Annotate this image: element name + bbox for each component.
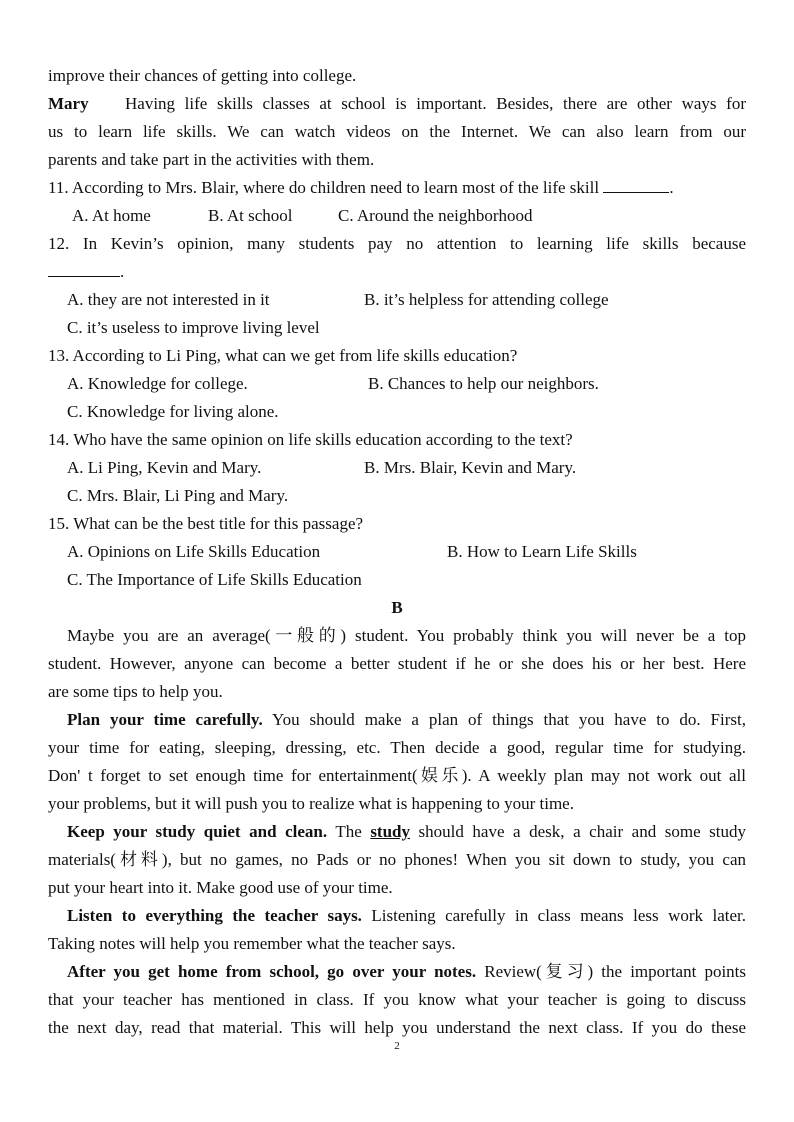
tip-title: Plan your time carefully.: [67, 710, 263, 729]
tip-4-line-3: the next day, read that material. This will help you understand the next class. If you do these: [48, 1018, 746, 1037]
tip-2-line-3: put your heart into it. Make good use of your time.: [48, 878, 393, 897]
speaker-name: Mary: [48, 94, 89, 113]
question-11-stem: 11. According to Mrs. Blair, where do children need to learn most of the life skill .: [48, 174, 746, 202]
question-11-options: [48, 202, 746, 230]
question-12-options-row-2: [48, 314, 746, 342]
question-12-blank-line: .: [48, 258, 746, 286]
intro-line-3: are some tips to help you.: [48, 682, 223, 701]
option-b[interactable]: B. How to Learn Life Skills: [447, 542, 637, 561]
option-a[interactable]: A. Opinions on Life Skills Education: [67, 542, 321, 561]
question-12-options-row-1: [48, 286, 746, 314]
tip-1-line-3: Don' t forget to set enough time for entertainment(娱乐). A weekly plan may not work out all: [48, 766, 746, 785]
answer-blank[interactable]: [48, 258, 120, 277]
option-b[interactable]: B. Chances to help our neighbors.: [368, 374, 599, 393]
option-b[interactable]: B. Mrs. Blair, Kevin and Mary.: [364, 458, 577, 477]
question-14-options-row-1: [48, 454, 746, 482]
question-14-stem: 14. Who have the same opinion on life skills education according to the text?: [48, 430, 573, 449]
option-a[interactable]: A. At home: [72, 206, 151, 225]
tip-2-line-1: Keep your study quiet and clean. The study should have a desk, a chair and some study: [67, 822, 746, 841]
option-c[interactable]: C. Around the neighborhood: [338, 206, 533, 225]
option-a[interactable]: A. Li Ping, Kevin and Mary.: [67, 458, 262, 477]
question-15-options-row-1: [48, 538, 746, 566]
mary-paragraph-line-2: us to learn life skills. We can watch videos on the Internet. We can also learn from our: [48, 122, 746, 141]
question-13-stem: 13. According to Li Ping, what can we get from life skills education?: [48, 346, 518, 365]
intro-line-1: Maybe you are an average(一般的) student. You probably think you will never be a top: [67, 626, 746, 645]
intro-line-2: student. However, anyone can become a better student if he or she does his or her best. Here: [48, 654, 746, 673]
option-b[interactable]: B. it’s helpless for attending college: [364, 290, 609, 309]
answer-blank[interactable]: [603, 174, 669, 193]
option-a[interactable]: A. Knowledge for college.: [67, 374, 248, 393]
underlined-word: study: [370, 822, 410, 841]
question-12-stem: 12. In Kevin’s opinion, many students pay no attention to learning life skills because: [48, 234, 746, 253]
section-heading: B: [391, 598, 403, 617]
question-15-stem: 15. What can be the best title for this passage?: [48, 514, 364, 533]
tip-2-line-2: materials(材料), but no games, no Pads or no phones! When you sit down to study, you can: [48, 850, 746, 869]
continuation-text: improve their chances of getting into college.: [48, 66, 357, 85]
tip-1-line-2: your time for eating, sleeping, dressing, etc. Then decide a good, regular time for studying.: [48, 738, 746, 757]
question-13-options-row-2: [48, 398, 746, 426]
option-b[interactable]: B. At school: [208, 206, 293, 225]
tip-4-line-1: After you get home from school, go over your notes. Review(复习) the important points: [67, 962, 746, 981]
tip-title: Listen to everything the teacher says.: [67, 906, 362, 925]
tip-4-line-2: that your teacher has mentioned in class. If you know what your teacher is going to discuss: [48, 990, 746, 1009]
question-15-options-row-2: [48, 566, 746, 594]
option-c[interactable]: C. it’s useless to improve living level: [67, 318, 320, 337]
document-page: [48, 62, 746, 1042]
mary-paragraph-line-1: Mary Having life skills classes at school is important. Besides, there are other ways for: [48, 90, 746, 118]
tip-1-line-4: your problems, but it will push you to realize what is happening to your time.: [48, 794, 574, 813]
tip-title: After you get home from school, go over your notes.: [67, 962, 477, 981]
page-number: 2: [394, 1040, 400, 1052]
question-14-options-row-2: [48, 482, 746, 510]
option-c[interactable]: C. The Importance of Life Skills Education: [67, 570, 362, 589]
option-c[interactable]: C. Knowledge for living alone.: [67, 402, 279, 421]
tip-1-line-1: Plan your time carefully. You should make a plan of things that you have to do. First,: [67, 710, 746, 729]
tip-3-line-2: Taking notes will help you remember what the teacher says.: [48, 934, 456, 953]
tip-title: Keep your study quiet and clean.: [67, 822, 328, 841]
mary-paragraph-line-3: parents and take part in the activities with them.: [48, 150, 375, 169]
question-13-options-row-1: [48, 370, 746, 398]
tip-3-line-1: Listen to everything the teacher says. Listening carefully in class means less work later.: [67, 906, 746, 925]
option-a[interactable]: A. they are not interested in it: [67, 290, 270, 309]
option-c[interactable]: C. Mrs. Blair, Li Ping and Mary.: [67, 486, 289, 505]
